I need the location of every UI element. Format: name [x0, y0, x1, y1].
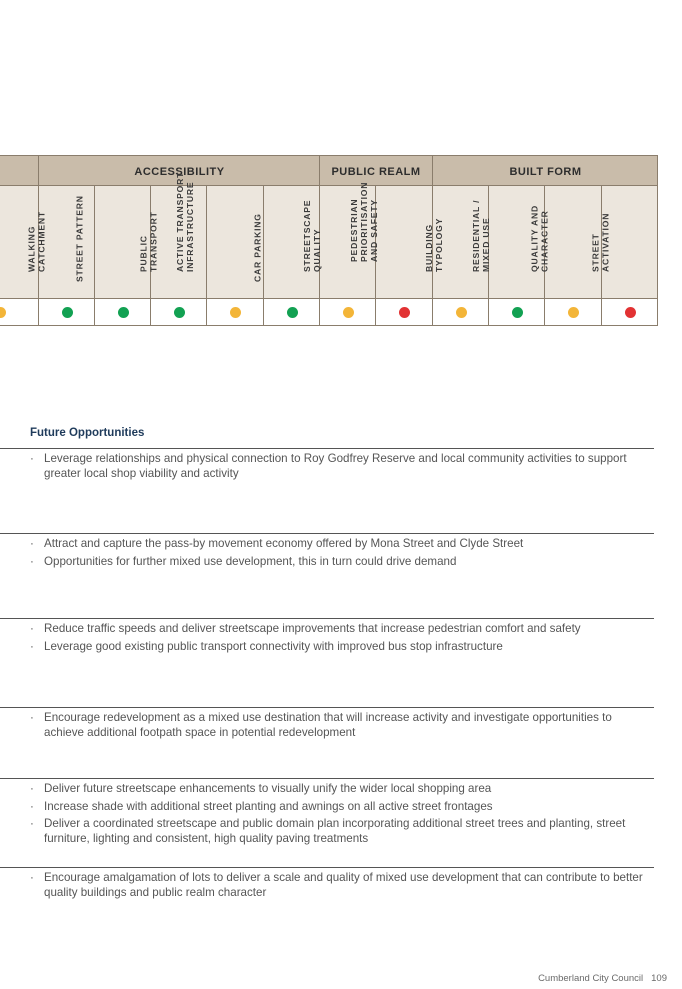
opportunity-list [30, 452, 654, 484]
rating-cell [601, 299, 658, 325]
divider [0, 867, 654, 868]
bullet-icon: · [30, 537, 34, 550]
divider [0, 707, 654, 708]
column-label: BUILDING TYPOLOGY [423, 217, 444, 272]
category-performance [0, 156, 39, 187]
council-name: Cumberland City Council [538, 973, 644, 984]
rating-cell [488, 299, 545, 325]
rating-dot-icon [343, 307, 354, 318]
column-label: STREETSCAPE QUALITY [301, 199, 322, 272]
assessment-table [0, 155, 658, 326]
bullet-icon: · [30, 782, 34, 795]
rating-cell [38, 299, 95, 325]
column-label: STREET PATTERN [74, 195, 85, 282]
opportunity-list [30, 537, 654, 572]
opportunity-text: Encourage amalgamation of lots to deliver a scale and quality of mixed use development that can contribute to better quality buildings and public realm character [44, 871, 643, 899]
list-item [30, 452, 654, 481]
table-right-border [657, 155, 658, 326]
column-label: PUBLIC TRANSPORT [138, 211, 159, 272]
rating-dot-icon [456, 307, 467, 318]
rating-dot-icon [399, 307, 410, 318]
rating-dot-icon [118, 307, 129, 318]
opportunity-list [30, 711, 654, 743]
rating-dot-icon [230, 307, 241, 318]
list-item [30, 537, 654, 552]
divider [0, 533, 654, 534]
category-built-form: BUILT FORM [432, 156, 658, 187]
opportunity-text: Encourage redevelopment as a mixed use destination that will increase activity and investigate opportunities to achieve additional footpath space in potential redevelopment [44, 711, 612, 739]
opportunity-text: Deliver a coordinated streetscape and public domain plan incorporating additional street trees and planting, street furniture, lighting and consistent, high quality paving treatments [44, 817, 626, 845]
opportunity-text: Increase shade with additional street planting and awnings on all active street frontages [44, 799, 493, 813]
column-label: STREET ACTIVATION [590, 212, 611, 272]
divider [0, 778, 654, 779]
rating-cell [375, 299, 432, 325]
list-item [30, 640, 654, 655]
rating-dot-icon [625, 307, 636, 318]
rating-row [0, 298, 658, 326]
category-accessibility: ACCESSIBILITY [38, 156, 320, 187]
list-item [30, 817, 654, 846]
column-label: CAR PARKING [252, 213, 263, 282]
rating-dot-icon [512, 307, 523, 318]
opportunity-list [30, 782, 654, 849]
list-item [30, 800, 654, 815]
column-label: WALKING CATCHMENT [26, 211, 47, 272]
rating-cell [432, 299, 489, 325]
rating-cell [263, 299, 320, 325]
column-street-activation [590, 186, 658, 298]
list-item [30, 871, 654, 900]
column-walking-catchment [26, 186, 95, 298]
page-footer [538, 973, 667, 984]
bullet-icon: · [30, 639, 34, 653]
bullet-icon: · [30, 817, 34, 831]
column-label: PEDESTRIAN PRIORITISATION AND SAFETY [348, 181, 379, 262]
rating-dot-icon [0, 307, 6, 318]
rating-dot-icon [62, 307, 73, 318]
opportunity-text: Leverage relationships and physical connection to Roy Godfrey Reserve and local community activities to support greater local shop viability and activity [44, 452, 627, 480]
rating-dot-icon [287, 307, 298, 318]
column-label: ACTIVE TRANSPORT INFRASTRUCTURE [174, 171, 195, 272]
bullet-icon: · [30, 622, 34, 635]
bullet-icon: · [30, 554, 34, 568]
rating-cell [206, 299, 263, 325]
rating-cell [94, 299, 151, 325]
divider [0, 618, 654, 619]
category-header-row [0, 155, 658, 186]
rating-cell [150, 299, 207, 325]
future-opportunities-heading: Future Opportunities [30, 427, 145, 439]
column-label: RESIDENTIAL / MIXED USE [470, 199, 491, 272]
bullet-icon: · [30, 711, 34, 724]
divider [0, 448, 654, 449]
category-public-realm: PUBLIC REALM [319, 156, 432, 187]
opportunity-list [30, 871, 654, 903]
opportunity-text: Reduce traffic speeds and deliver streetscape improvements that increase pedestrian comfort and safety [44, 622, 581, 635]
opportunity-text: Leverage good existing public transport connectivity with improved bus stop infrastructure [44, 639, 503, 653]
bullet-icon: · [30, 452, 34, 465]
list-item [30, 711, 654, 740]
opportunity-text: Deliver future streetscape enhancements to visually unify the wider local shopping area [44, 782, 492, 795]
opportunity-list [30, 622, 654, 657]
rating-dot-icon [568, 307, 579, 318]
list-item [30, 782, 654, 797]
opportunity-text: Attract and capture the pass-by movement economy offered by Mona Street and Clyde Street [44, 537, 524, 550]
rating-cell [0, 299, 39, 325]
opportunity-text: Opportunities for further mixed use development, this in turn could drive demand [44, 554, 457, 568]
rating-cell [544, 299, 601, 325]
list-item [30, 622, 654, 637]
column-label: QUALITY AND CHARACTER [529, 204, 550, 272]
bullet-icon: · [30, 799, 34, 813]
bullet-icon: · [30, 871, 34, 884]
rating-cell [319, 299, 376, 325]
rating-dot-icon [174, 307, 185, 318]
list-item [30, 555, 654, 570]
page-number: 109 [651, 973, 667, 984]
